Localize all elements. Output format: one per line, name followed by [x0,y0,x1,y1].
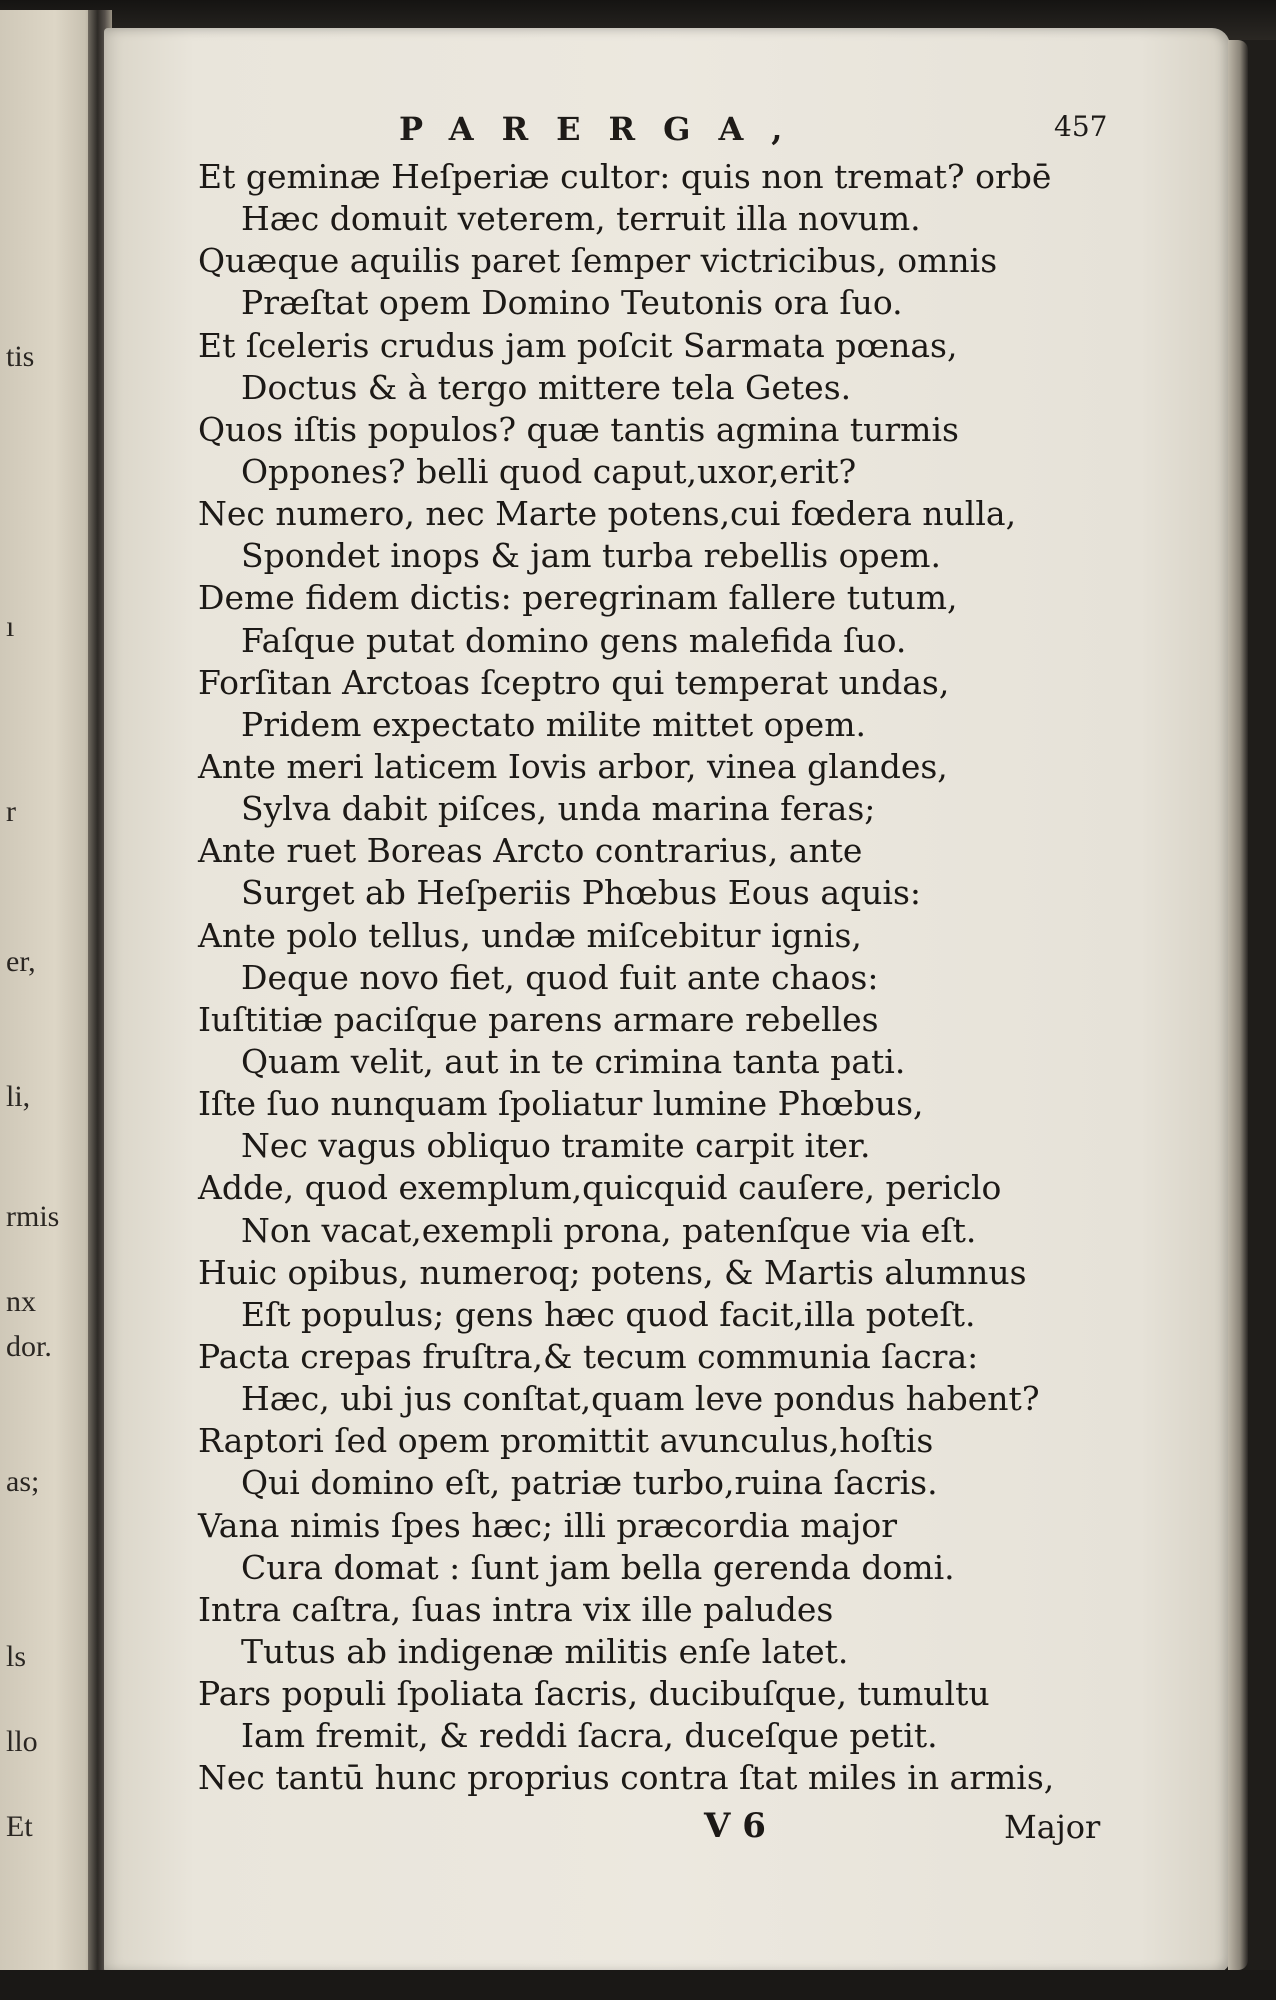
verse-line: Faſque putat domino gens malefida ſuo. [241,620,907,660]
catchword: Major [1004,1808,1101,1846]
verse-line: Nec numero, nec Marte potens,cui fœdera nulla, [198,494,1017,534]
verse-line: Quæque aquilis paret ſemper victricibus, omnis [198,241,998,281]
verse-line: Vana nimis ſpes hæc; illi præcordia major [198,1505,898,1545]
left-facing-page [0,10,100,1980]
verse-line: Pacta crepas fruſtra,& tecum communia ſacra: [198,1336,979,1376]
verse-line: Huic opibus, numeroq; potens, & Martis alumnus [198,1252,1027,1292]
left-page-fragment: nx [6,1285,36,1318]
running-head [104,106,1230,150]
verse-line: Qui domino eſt, patriæ turbo,ruina ſacris. [241,1463,938,1503]
verse-line: Raptori ſed opem promittit avunculus,hoſtis [198,1421,934,1461]
verse-line: Eſt populus; gens hæc quod facit,illa poteſt. [241,1294,976,1334]
verse-line: Iuſtitiæ paciſque parens armare rebelles [198,999,879,1039]
verse-line: Nec tantū hunc proprius contra ſtat miles in armis, [198,1758,1055,1798]
verse-line: Non vacat,exempli prona, patenſque via eſt. [241,1210,977,1250]
left-page-fragment: r [6,795,16,828]
verse-line: Hæc, ubi jus conſtat,quam leve pondus habent? [241,1379,1040,1419]
page-footer [104,1806,1230,1852]
left-page-fragment: er, [6,945,36,978]
left-page-fragment: li, [6,1080,31,1113]
verse-line: Iſte ſuo nunquam ſpoliatur lumine Phœbus, [198,1084,924,1124]
verse-line: Deque novo fiet, quod fuit ante chaos: [241,957,879,997]
left-page-fragment: tis [6,340,35,373]
left-page-fragment: Et [6,1810,33,1843]
verse-line: Et geminæ Heſperiæ cultor: quis non tremat? orbē [198,157,1052,196]
running-head-title: PARERGA, [399,110,811,148]
verse-line: Intra caſtra, ſuas intra vix ille paludes [198,1589,834,1629]
verse-line: Sylva dabit piſces, unda marina feras; [241,789,876,829]
verse-line: Ante polo tellus, undæ miſcebitur ignis, [198,915,862,955]
left-page-fragment: ı [6,610,15,643]
verse-line: Quos iſtis populos? quæ tantis agmina turmis [198,409,959,449]
verse-line: Hæc domuit veterem, terruit illa novum. [241,199,921,239]
verse-line: Quam velit, aut in te crimina tanta pati. [241,1041,906,1081]
verse-line: Cura domat : ſunt jam bella gerenda domi. [241,1547,955,1587]
left-page-fragment: ls [6,1640,27,1673]
verse-line: Iam fremit, & reddi ſacra, duceſque petit. [241,1716,938,1756]
page-edge [1228,40,1248,1970]
verse-line: Pars populi ſpoliata ſacris, ducibuſque, tumultu [198,1674,990,1714]
verse-line: Deme fidem dictis: peregrinam fallere tutum, [198,578,958,618]
verse-line: Præſtat opem Domino Teutonis ora ſuo. [241,283,903,323]
book-page [104,28,1230,1973]
book-cover-bottom [0,1970,1276,2000]
left-page-fragment: dor. [6,1330,52,1363]
verse-line: Ante ruet Boreas Arcto contrarius, ante [198,831,863,871]
verse-line: Tutus ab indigenæ militis enſe latet. [241,1631,849,1671]
poem-text-block [198,156,1208,1799]
left-page-fragment: rmis [6,1200,60,1233]
verse-line: Oppones? belli quod caput,uxor,erit? [241,451,857,491]
left-page-fragment: llo [6,1725,38,1758]
verse-line: Doctus & à tergo mittere tela Getes. [241,367,852,407]
left-page-fragment: as; [6,1465,40,1498]
verse-line: Surget ab Heſperiis Phœbus Eous aquis: [241,873,921,913]
verse-line: Ante meri laticem Iovis arbor, vinea glandes, [198,746,948,786]
verse-line: Nec vagus obliquo tramite carpit iter. [241,1126,871,1166]
signature-mark: V 6 [704,1806,766,1846]
verse-line: Et ſceleris crudus jam poſcit Sarmata pœnas, [198,325,958,365]
verse-line: Pridem expectato milite mittet opem. [241,704,866,744]
verse-line: Forſitan Arctoas ſceptro qui temperat undas, [198,662,950,702]
page-number: 457 [1054,110,1108,143]
verse-line: Adde, quod exemplum,quicquid cauſere, periclo [198,1168,1002,1208]
verse-line: Spondet inops & jam turba rebellis opem. [241,536,941,576]
